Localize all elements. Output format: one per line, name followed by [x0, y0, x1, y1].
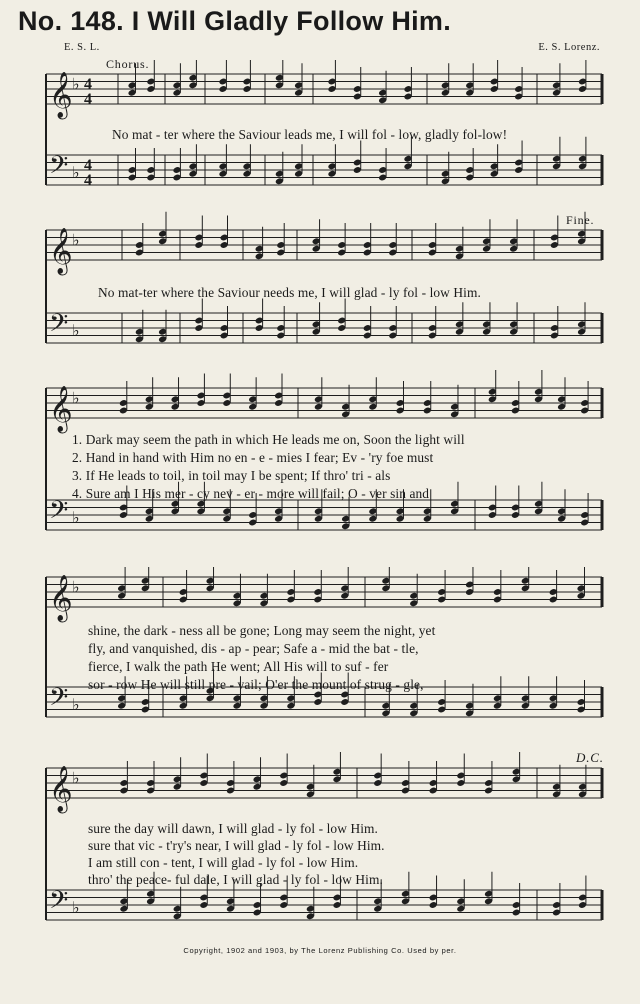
verse-text: Hand in hand with Him no en - e - mies I fear; Ev - 'ry foe must: [85, 450, 434, 465]
flat-sign-icon: ♭: [72, 162, 80, 182]
verse-1-line-b: shine, the dark - ness all be gone; Long may seem the night, yet: [88, 623, 436, 638]
music-system-4: [0, 567, 640, 759]
verse-number: 1.: [72, 432, 83, 447]
chorus-lyric-line-1: No mat - ter where the Saviour leads me, I will fol - low, gladly fol-low!: [112, 127, 508, 142]
verse-number: 3.: [72, 468, 83, 483]
treble-clef-icon: 𝄞: [49, 575, 73, 621]
flat-sign-icon: ♭: [72, 694, 80, 714]
time-signature: 4: [84, 76, 92, 93]
treble-clef-icon: 𝄞: [49, 228, 73, 274]
treble-clef-icon: 𝄞: [49, 386, 73, 432]
flat-sign-icon: ♭: [72, 507, 80, 527]
time-signature: 4: [84, 172, 92, 189]
verse-1-line-c: sure the day will dawn, I will glad - ly fol - low Him.: [88, 821, 378, 836]
bass-clef-icon: 𝄢: [49, 683, 69, 718]
verse-text: If He leads to toil, in toil may I be spent; If thro' tri - als: [85, 468, 391, 483]
bass-clef-icon: 𝄢: [49, 886, 69, 921]
fine-marking: Fine.: [566, 213, 595, 227]
treble-clef-icon: 𝄞: [49, 766, 73, 812]
flat-sign-icon: ♭: [72, 768, 80, 788]
music-system-5: [0, 752, 640, 942]
flat-sign-icon: ♭: [72, 577, 80, 597]
verse-2-line-a: [72, 450, 433, 466]
flat-sign-icon: ♭: [72, 320, 80, 340]
music-system-1: [0, 57, 640, 200]
bass-clef-icon: 𝄢: [49, 309, 69, 344]
music-system-3: [0, 370, 640, 565]
verse-number: 4.: [72, 486, 83, 501]
bass-clef-icon: 𝄢: [49, 496, 69, 531]
verse-1-line-a: [72, 432, 465, 448]
copyright-notice: Copyright, 1902 and 1903, by The Lorenz Publishing Co. Used by per.: [183, 946, 457, 955]
verse-2-line-b: fly, and vanquished, dis - ap - pear; Safe a - mid the bat - tle,: [88, 641, 419, 656]
verse-text: Dark may seem the path in which He leads me on, Soon the light will: [85, 432, 465, 447]
flat-sign-icon: ♭: [72, 74, 80, 94]
dc-marking: D.C.: [576, 750, 604, 765]
chorus-lyric-line-2: No mat-ter where the Saviour needs me, I will glad - ly fol - low Him.: [98, 285, 481, 300]
treble-clef-icon: 𝄞: [49, 72, 73, 118]
music-credit: E. S. Lorenz.: [538, 42, 600, 53]
bass-clef-icon: 𝄢: [49, 151, 69, 186]
hymn-title: No. 148. I Will Gladly Follow Him.: [18, 6, 452, 36]
verse-4-line-c: thro' the peace- ful dale, I will glad - ly fol - low Him.: [88, 872, 383, 887]
music-system-2: [0, 210, 640, 360]
verse-3-line-a: [72, 468, 390, 484]
flat-sign-icon: ♭: [72, 388, 80, 408]
verse-4-line-a: [72, 486, 429, 502]
time-signature: 4: [84, 91, 92, 108]
time-signature: 4: [84, 157, 92, 174]
verse-number: 2.: [72, 450, 83, 465]
chorus-marking: Chorus.: [106, 57, 150, 71]
flat-sign-icon: ♭: [72, 230, 80, 250]
verse-4-line-b: sor - row He will still pre - vail; O'er the mount of strug - gle,: [88, 677, 424, 692]
flat-sign-icon: ♭: [72, 897, 80, 917]
verse-3-line-b: fierce, I walk the path He went; All His will to suf - fer: [88, 659, 389, 674]
verse-text: Sure am I His mer - cy nev - er - more will fail; O - ver sin and: [85, 486, 430, 501]
verse-3-line-c: I am still con - tent, I will glad - ly fol - low Him.: [88, 855, 359, 870]
words-credit: E. S. L.: [64, 42, 100, 53]
verse-2-line-c: sure that vic - t'ry's near, I will glad - ly fol - low Him.: [88, 838, 385, 853]
